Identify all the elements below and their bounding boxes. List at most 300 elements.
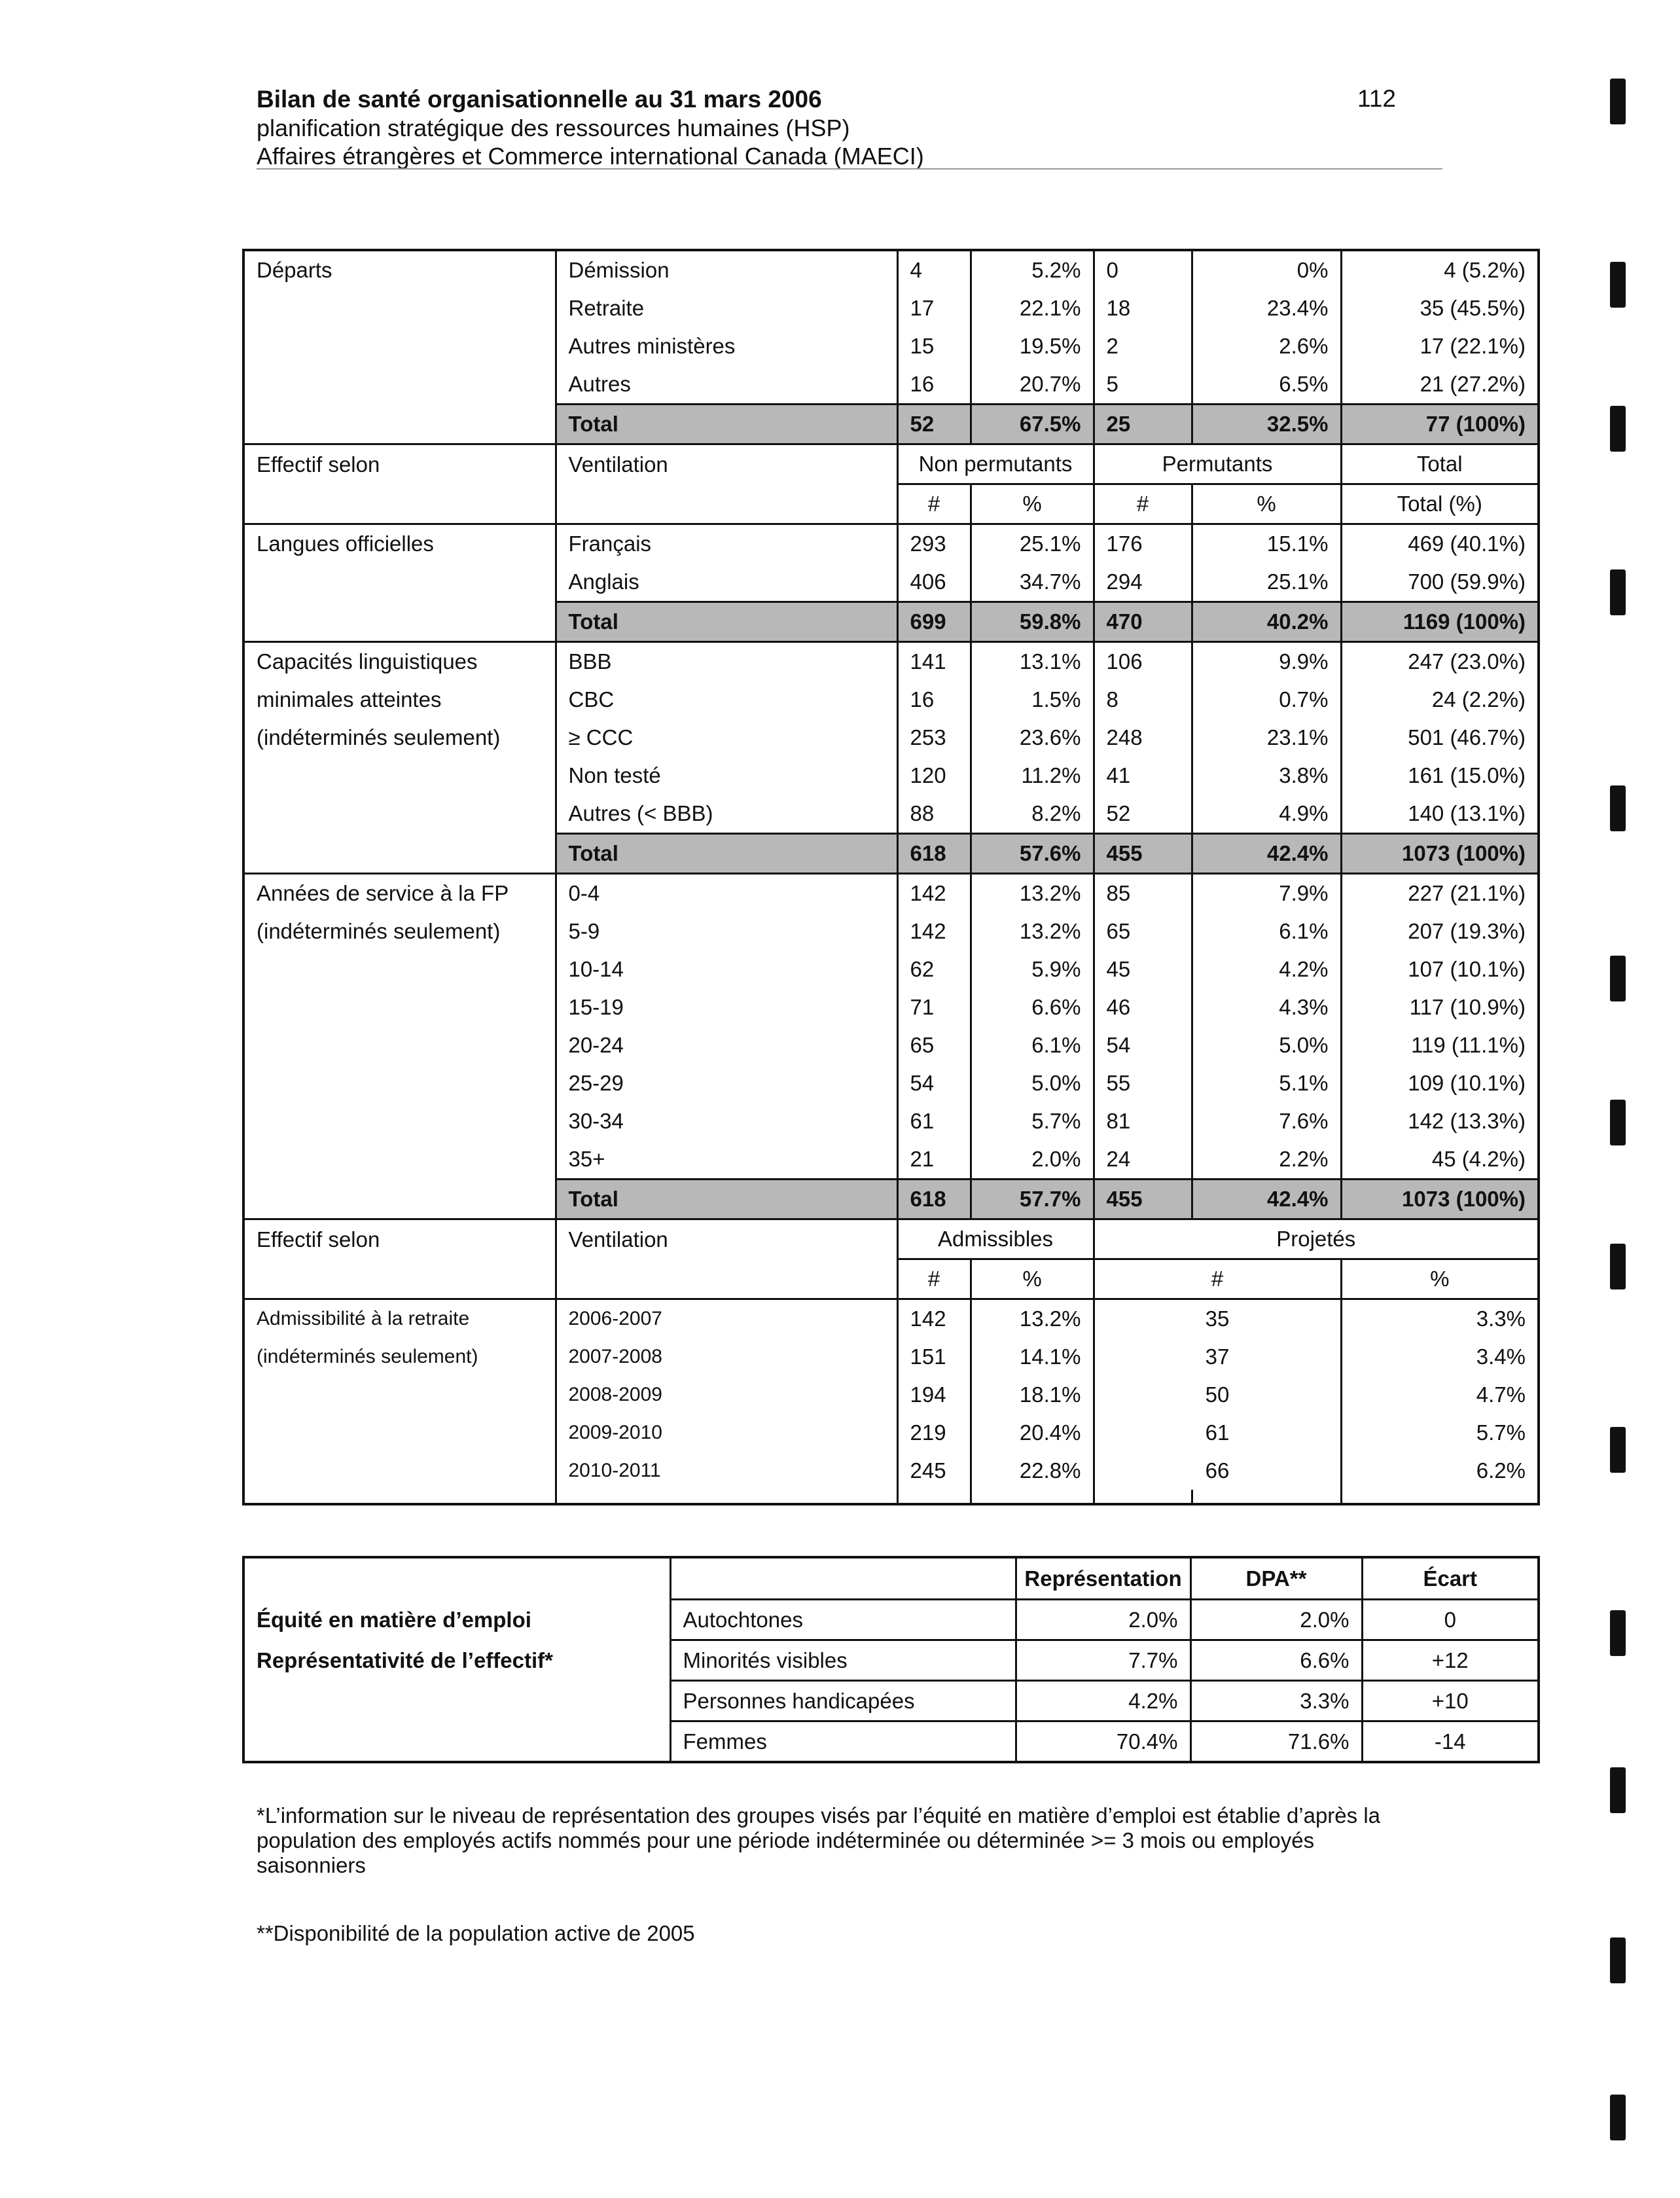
column-header: % (971, 484, 1094, 524)
cell: 5.1% (1192, 1064, 1341, 1102)
cell: 119 (11.1%) (1341, 1026, 1539, 1064)
cell: 0 (1094, 250, 1192, 289)
cell: 22.1% (971, 289, 1094, 327)
table-row (243, 365, 1539, 405)
table-row (243, 524, 1539, 564)
cell: 23.1% (1192, 719, 1341, 757)
cell: 15-19 (556, 988, 897, 1026)
cell: 0-4 (556, 874, 897, 913)
cell: 52 (1094, 795, 1192, 834)
cell: 32.5% (1192, 405, 1341, 444)
cell: 194 (897, 1376, 971, 1414)
section-label: (indéterminés seulement) (243, 719, 556, 757)
table-row (243, 757, 1539, 795)
cell: 18 (1094, 289, 1192, 327)
cell: 46 (1094, 988, 1192, 1026)
cell (670, 1557, 1016, 1600)
cell: 7.9% (1192, 874, 1341, 913)
section-label: Capacités linguistiques (243, 642, 556, 681)
section-label (243, 1721, 670, 1763)
cell: +12 (1362, 1640, 1539, 1681)
cell (897, 1490, 971, 1504)
cell: 2008-2009 (556, 1376, 897, 1414)
cell: 13.2% (971, 1299, 1094, 1339)
cell: 25 (1094, 405, 1192, 444)
cell: 23.6% (971, 719, 1094, 757)
cell: 4 (5.2%) (1341, 250, 1539, 289)
cell: 120 (897, 757, 971, 795)
table-row (243, 912, 1539, 950)
cell: 7.7% (1016, 1640, 1190, 1681)
section-label: (indéterminés seulement) (243, 1338, 556, 1376)
table-row (243, 1102, 1539, 1140)
cell: 65 (897, 1026, 971, 1064)
cell: 293 (897, 524, 971, 564)
cell: 70.4% (1016, 1721, 1190, 1763)
section-label (243, 1414, 556, 1452)
cell: 219 (897, 1414, 971, 1452)
cell: 35 (1094, 1299, 1341, 1339)
cell: 1073 (100%) (1341, 1180, 1539, 1219)
cell: Total (556, 834, 897, 874)
cell: 151 (897, 1338, 971, 1376)
cell: 618 (897, 1180, 971, 1219)
cell: 2006-2007 (556, 1299, 897, 1339)
equity-table (242, 1556, 1540, 1763)
section-label (243, 1026, 556, 1064)
column-header: Admissibles (897, 1219, 1094, 1259)
section-label (243, 602, 556, 642)
binding-hole (1610, 1937, 1626, 1983)
column-header: Total (%) (1341, 484, 1539, 524)
cell: 294 (1094, 563, 1192, 602)
cell: 5.9% (971, 950, 1094, 988)
cell: 107 (10.1%) (1341, 950, 1539, 988)
header-rule (257, 168, 1442, 170)
cell: 3.3% (1341, 1299, 1539, 1339)
column-header: Représentation (1016, 1557, 1190, 1600)
cell: Retraite (556, 289, 897, 327)
cell: 176 (1094, 524, 1192, 564)
column-header (556, 1259, 897, 1299)
column-header: # (897, 1259, 971, 1299)
cell: 2.0% (1016, 1600, 1190, 1640)
column-header: DPA** (1190, 1557, 1362, 1600)
section-label (243, 950, 556, 988)
cell (971, 1490, 1094, 1504)
cell: Total (556, 602, 897, 642)
cell: 5 (1094, 365, 1192, 405)
cell: CBC (556, 681, 897, 719)
section-label (243, 1102, 556, 1140)
cell: 6.6% (1190, 1640, 1362, 1681)
cell: 13.1% (971, 642, 1094, 681)
cell: 37 (1094, 1338, 1341, 1376)
cell: 88 (897, 795, 971, 834)
table-row (243, 1721, 1539, 1763)
cell: 20.7% (971, 365, 1094, 405)
cell: 41 (1094, 757, 1192, 795)
hr-statistics-body (243, 250, 1539, 1504)
cell: 19.5% (971, 327, 1094, 365)
cell: 699 (897, 602, 971, 642)
cell: 6.5% (1192, 365, 1341, 405)
column-header: Écart (1362, 1557, 1539, 1600)
cell: 2010-2011 (556, 1452, 897, 1490)
cell: 142 (13.3%) (1341, 1102, 1539, 1140)
section-label (243, 327, 556, 365)
binding-hole (1610, 1100, 1626, 1145)
section-label (243, 1140, 556, 1180)
cell: 23.4% (1192, 289, 1341, 327)
column-header-row (243, 444, 1539, 484)
section-label (243, 1180, 556, 1219)
cell: 227 (21.1%) (1341, 874, 1539, 913)
page-number: 112 (1357, 85, 1396, 112)
table-row (243, 1600, 1539, 1640)
cell: 161 (15.0%) (1341, 757, 1539, 795)
section-label: Effectif selon (243, 444, 556, 484)
cell: 117 (10.9%) (1341, 988, 1539, 1026)
table-row (243, 1299, 1539, 1339)
cell: 21 (27.2%) (1341, 365, 1539, 405)
section-label (243, 795, 556, 834)
cell: 25.1% (1192, 563, 1341, 602)
cell: 30-34 (556, 1102, 897, 1140)
cell: 65 (1094, 912, 1192, 950)
cell: 59.8% (971, 602, 1094, 642)
cell: 40.2% (1192, 602, 1341, 642)
cell: 57.7% (971, 1180, 1094, 1219)
column-header: Total (1341, 444, 1539, 484)
department-name: Affaires étrangères et Commerce international Canada (MAECI) (257, 143, 924, 170)
section-label: Équité en matière d’emploi (243, 1600, 670, 1640)
cell: BBB (556, 642, 897, 681)
cell: 106 (1094, 642, 1192, 681)
cell: 21 (897, 1140, 971, 1180)
cell: 17 (897, 289, 971, 327)
cell: 245 (897, 1452, 971, 1490)
total-row (243, 1180, 1539, 1219)
binding-hole (1610, 406, 1626, 452)
cell: 4.9% (1192, 795, 1341, 834)
hr-statistics-table (242, 249, 1540, 1505)
cell (1192, 1490, 1341, 1504)
section-label: Langues officielles (243, 524, 556, 564)
binding-hole (1610, 2095, 1626, 2140)
table-row (243, 719, 1539, 757)
cell: 8.2% (971, 795, 1094, 834)
table-row (243, 1452, 1539, 1490)
cell: Autres ministères (556, 327, 897, 365)
cell: Personnes handicapées (670, 1681, 1016, 1721)
section-label (243, 365, 556, 405)
cell: 17 (22.1%) (1341, 327, 1539, 365)
cell: 55 (1094, 1064, 1192, 1102)
cell: 253 (897, 719, 971, 757)
section-label (243, 757, 556, 795)
cell: 71.6% (1190, 1721, 1362, 1763)
cell (1094, 1490, 1192, 1504)
report-subtitle: planification stratégique des ressources humaines (HSP) (257, 115, 850, 141)
cell: 20.4% (971, 1414, 1094, 1452)
table-row (243, 950, 1539, 988)
column-header: Ventilation (556, 444, 897, 484)
table-row (243, 563, 1539, 602)
column-header: Ventilation (556, 1219, 897, 1259)
binding-hole (1610, 1610, 1626, 1656)
cell: 1.5% (971, 681, 1094, 719)
cell: 61 (1094, 1414, 1341, 1452)
cell: 77 (100%) (1341, 405, 1539, 444)
cell: 6.1% (971, 1026, 1094, 1064)
column-header (556, 484, 897, 524)
column-header-row (243, 1219, 1539, 1259)
binding-hole (1610, 785, 1626, 831)
cell: 18.1% (971, 1376, 1094, 1414)
cell: 4 (897, 250, 971, 289)
table-row (243, 250, 1539, 289)
table-row (243, 1338, 1539, 1376)
cell: 470 (1094, 602, 1192, 642)
cell: 501 (46.7%) (1341, 719, 1539, 757)
binding-hole (1610, 1244, 1626, 1289)
table-row (243, 988, 1539, 1026)
equity-header-row (243, 1557, 1539, 1600)
cell: 14.1% (971, 1338, 1094, 1376)
section-label (243, 1376, 556, 1414)
cell: 1169 (100%) (1341, 602, 1539, 642)
table-row (243, 289, 1539, 327)
table-row (243, 1490, 1539, 1504)
cell: 2.6% (1192, 327, 1341, 365)
cell: 42.4% (1192, 834, 1341, 874)
cell: 50 (1094, 1376, 1341, 1414)
cell: 6.6% (971, 988, 1094, 1026)
table-row (243, 1681, 1539, 1721)
cell: 34.7% (971, 563, 1094, 602)
cell: 0 (1362, 1600, 1539, 1640)
cell: 5.2% (971, 250, 1094, 289)
table-row (243, 642, 1539, 681)
section-label (243, 484, 556, 524)
cell: Total (556, 405, 897, 444)
cell: 207 (19.3%) (1341, 912, 1539, 950)
cell: 2.2% (1192, 1140, 1341, 1180)
cell: Démission (556, 250, 897, 289)
cell: 5-9 (556, 912, 897, 950)
table-row (243, 681, 1539, 719)
table-row (243, 327, 1539, 365)
cell: 2009-2010 (556, 1414, 897, 1452)
column-subheader-row (243, 484, 1539, 524)
cell: 2007-2008 (556, 1338, 897, 1376)
cell: 24 (2.2%) (1341, 681, 1539, 719)
cell: 45 (1094, 950, 1192, 988)
cell (243, 1490, 556, 1504)
cell: Autochtones (670, 1600, 1016, 1640)
table-row (243, 1414, 1539, 1452)
cell: 5.0% (1192, 1026, 1341, 1064)
table-row (243, 874, 1539, 913)
binding-hole (1610, 1767, 1626, 1813)
total-row (243, 834, 1539, 874)
section-label (243, 289, 556, 327)
binding-hole (1610, 956, 1626, 1001)
table-row (243, 795, 1539, 834)
cell: 25-29 (556, 1064, 897, 1102)
cell: 247 (23.0%) (1341, 642, 1539, 681)
column-header: Projetés (1094, 1219, 1539, 1259)
section-label: Effectif selon (243, 1219, 556, 1259)
page-header (257, 85, 1442, 170)
binding-hole (1610, 262, 1626, 308)
table-row (243, 1064, 1539, 1102)
cell: 35+ (556, 1140, 897, 1180)
cell: 469 (40.1%) (1341, 524, 1539, 564)
cell (1341, 1490, 1539, 1504)
cell: 20-24 (556, 1026, 897, 1064)
cell: 141 (897, 642, 971, 681)
column-header: % (1192, 484, 1341, 524)
section-label (243, 1452, 556, 1490)
section-label: minimales atteintes (243, 681, 556, 719)
cell: 0.7% (1192, 681, 1341, 719)
cell: 24 (1094, 1140, 1192, 1180)
cell: Total (556, 1180, 897, 1219)
cell: 5.0% (971, 1064, 1094, 1102)
cell: 8 (1094, 681, 1192, 719)
section-label: (indéterminés seulement) (243, 912, 556, 950)
footnote-2: **Disponibilité de la population active de 2005 (257, 1921, 695, 1945)
cell: 4.2% (1192, 950, 1341, 988)
cell: 2.0% (971, 1140, 1094, 1180)
cell: Français (556, 524, 897, 564)
cell: 16 (897, 681, 971, 719)
cell: 5.7% (971, 1102, 1094, 1140)
cell: 10-14 (556, 950, 897, 988)
cell: 35 (45.5%) (1341, 289, 1539, 327)
cell: 13.2% (971, 912, 1094, 950)
binding-hole (1610, 1427, 1626, 1473)
cell: 2 (1094, 327, 1192, 365)
cell: 4.7% (1341, 1376, 1539, 1414)
cell: 248 (1094, 719, 1192, 757)
cell: Autres (556, 365, 897, 405)
cell: ≥ CCC (556, 719, 897, 757)
section-label: Années de service à la FP (243, 874, 556, 913)
total-row (243, 405, 1539, 444)
cell: 85 (1094, 874, 1192, 913)
cell: -14 (1362, 1721, 1539, 1763)
cell: 109 (10.1%) (1341, 1064, 1539, 1102)
cell: 406 (897, 563, 971, 602)
cell: 25.1% (971, 524, 1094, 564)
table-row (243, 1026, 1539, 1064)
table-row (243, 1376, 1539, 1414)
section-label: Admissibilité à la retraite (243, 1299, 556, 1339)
column-header: # (1094, 484, 1192, 524)
cell: Anglais (556, 563, 897, 602)
section-label (243, 405, 556, 444)
table-row (243, 1640, 1539, 1681)
cell: 2.0% (1190, 1600, 1362, 1640)
section-label (243, 1259, 556, 1299)
cell: 3.4% (1341, 1338, 1539, 1376)
cell: 455 (1094, 1180, 1192, 1219)
section-label (243, 563, 556, 602)
table-row (243, 1140, 1539, 1180)
column-header: # (1094, 1259, 1341, 1299)
binding-marks (1610, 52, 1630, 2147)
cell: 142 (897, 874, 971, 913)
cell: 700 (59.9%) (1341, 563, 1539, 602)
section-label (243, 834, 556, 874)
cell: 15.1% (1192, 524, 1341, 564)
cell: 455 (1094, 834, 1192, 874)
column-header: # (897, 484, 971, 524)
section-label (243, 988, 556, 1026)
cell: 142 (897, 1299, 971, 1339)
cell: 0% (1192, 250, 1341, 289)
cell: 4.2% (1016, 1681, 1190, 1721)
cell: 61 (897, 1102, 971, 1140)
section-label (243, 1557, 670, 1600)
section-label (243, 1064, 556, 1102)
cell: 71 (897, 988, 971, 1026)
equity-body (243, 1557, 1539, 1762)
cell: 3.8% (1192, 757, 1341, 795)
cell: 67.5% (971, 405, 1094, 444)
section-label (243, 1681, 670, 1721)
binding-hole (1610, 569, 1626, 615)
report-title: Bilan de santé organisationnelle au 31 mars 2006 (257, 86, 822, 113)
cell: 45 (4.2%) (1341, 1140, 1539, 1180)
cell: 7.6% (1192, 1102, 1341, 1140)
cell: Autres (< BBB) (556, 795, 897, 834)
cell: 54 (1094, 1026, 1192, 1064)
binding-hole (1610, 79, 1626, 124)
cell: 42.4% (1192, 1180, 1341, 1219)
cell: 22.8% (971, 1452, 1094, 1490)
cell: 3.3% (1190, 1681, 1362, 1721)
cell: 13.2% (971, 874, 1094, 913)
cell: 81 (1094, 1102, 1192, 1140)
cell: 1073 (100%) (1341, 834, 1539, 874)
cell: 9.9% (1192, 642, 1341, 681)
footnote-1: *L’information sur le niveau de représentation des groupes visés par l’équité en matière d’emploi est établie d’après la population des employés actifs nommés pour une période indéterminée ou déterminée >= 3 mois ou employés saisonniers (257, 1803, 1380, 1877)
cell: Non testé (556, 757, 897, 795)
column-header: % (1341, 1259, 1539, 1299)
section-label: Départs (243, 250, 556, 289)
cell: 16 (897, 365, 971, 405)
cell: 6.1% (1192, 912, 1341, 950)
cell: 140 (13.1%) (1341, 795, 1539, 834)
cell: 618 (897, 834, 971, 874)
cell: 5.7% (1341, 1414, 1539, 1452)
cell: 4.3% (1192, 988, 1341, 1026)
cell: 57.6% (971, 834, 1094, 874)
column-header: Non permutants (897, 444, 1094, 484)
cell (556, 1490, 897, 1504)
cell: 15 (897, 327, 971, 365)
cell: 66 (1094, 1452, 1341, 1490)
cell: Femmes (670, 1721, 1016, 1763)
cell: 54 (897, 1064, 971, 1102)
column-header: % (971, 1259, 1094, 1299)
total-row (243, 602, 1539, 642)
section-label: Représentativité de l’effectif* (243, 1640, 670, 1681)
